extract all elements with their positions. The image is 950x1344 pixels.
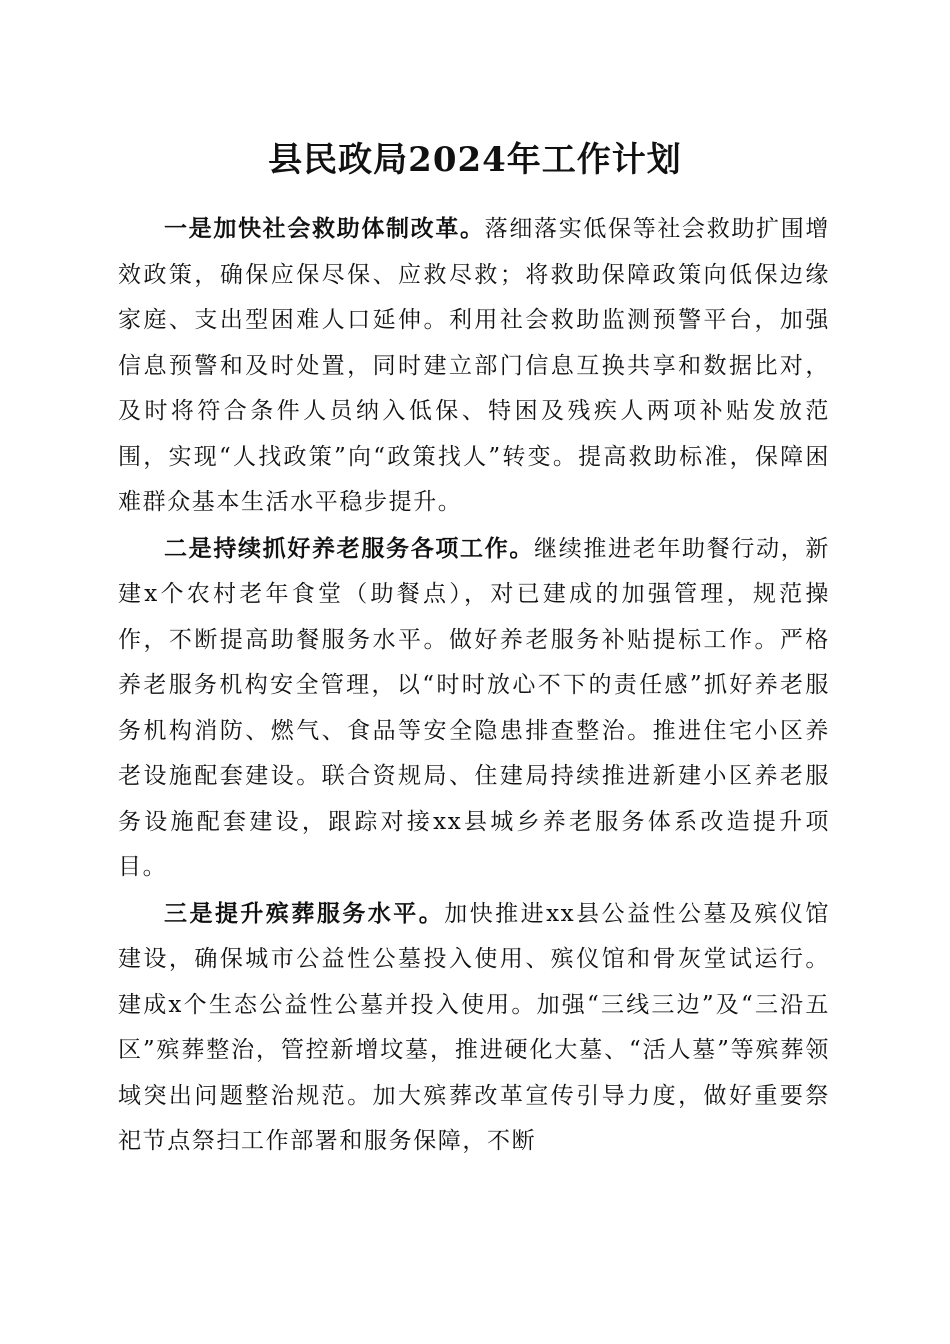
paragraph-lead: 一是加快社会救助体制改革。: [164, 215, 485, 242]
paragraph-text: 加快推进xx县公益性公墓及殡仪馆建设，确保城市公益性公墓投入使用、殡仪馆和骨灰堂试运行。建成x个生态公益性公墓并投入使用。加强“三线三边”及“三沿五区”殡葬整治，管控新增坟墓，推进硬化大墓、“活人墓”等殡葬领域突出问题整治规范。加大殡葬改革宣传引导力度，做好重要祭祀节点祭扫工作部署和服务保障，不断: [118, 900, 830, 1154]
paragraph-funeral-services: [118, 891, 830, 1165]
paragraph-social-assistance: [118, 206, 830, 526]
document-title: 县民政局2024年工作计划: [268, 140, 682, 180]
paragraph-text: 落细落实低保等社会救助扩围增效政策，确保应保尽保、应救尽救；将救助保障政策向低保边缘家庭、支出型困难人口延伸。利用社会救助监测预警平台，加强信息预警和及时处置，同时建立部门信息互换共享和数据比对，及时将符合条件人员纳入低保、特困及残疾人两项补贴发放范围，实现“人找政策”向“政策找人”转变。提高救助标准，保障困难群众基本生活水平稳步提升。: [118, 216, 830, 515]
paragraph-lead: 三是提升殡葬服务水平。: [164, 899, 445, 927]
document-body: [118, 206, 830, 1165]
paragraph-lead: 二是持续抓好养老服务各项工作。: [164, 534, 535, 562]
paragraph-text: 继续推进老年助餐行动，新建x个农村老年食堂（助餐点），对已建成的加强管理，规范操作，不断提高助餐服务水平。做好养老服务补贴提标工作。严格养老服务机构安全管理，以“时时放心不下的责任感”抓好养老服务机构消防、燃气、食品等安全隐患排查整治。推进住宅小区养老设施配套建设。联合资规局、住建局持续推进新建小区养老服务设施配套建设，跟踪对接xx县城乡养老服务体系改造提升项目。: [118, 535, 831, 880]
paragraph-elderly-care: [118, 526, 830, 891]
